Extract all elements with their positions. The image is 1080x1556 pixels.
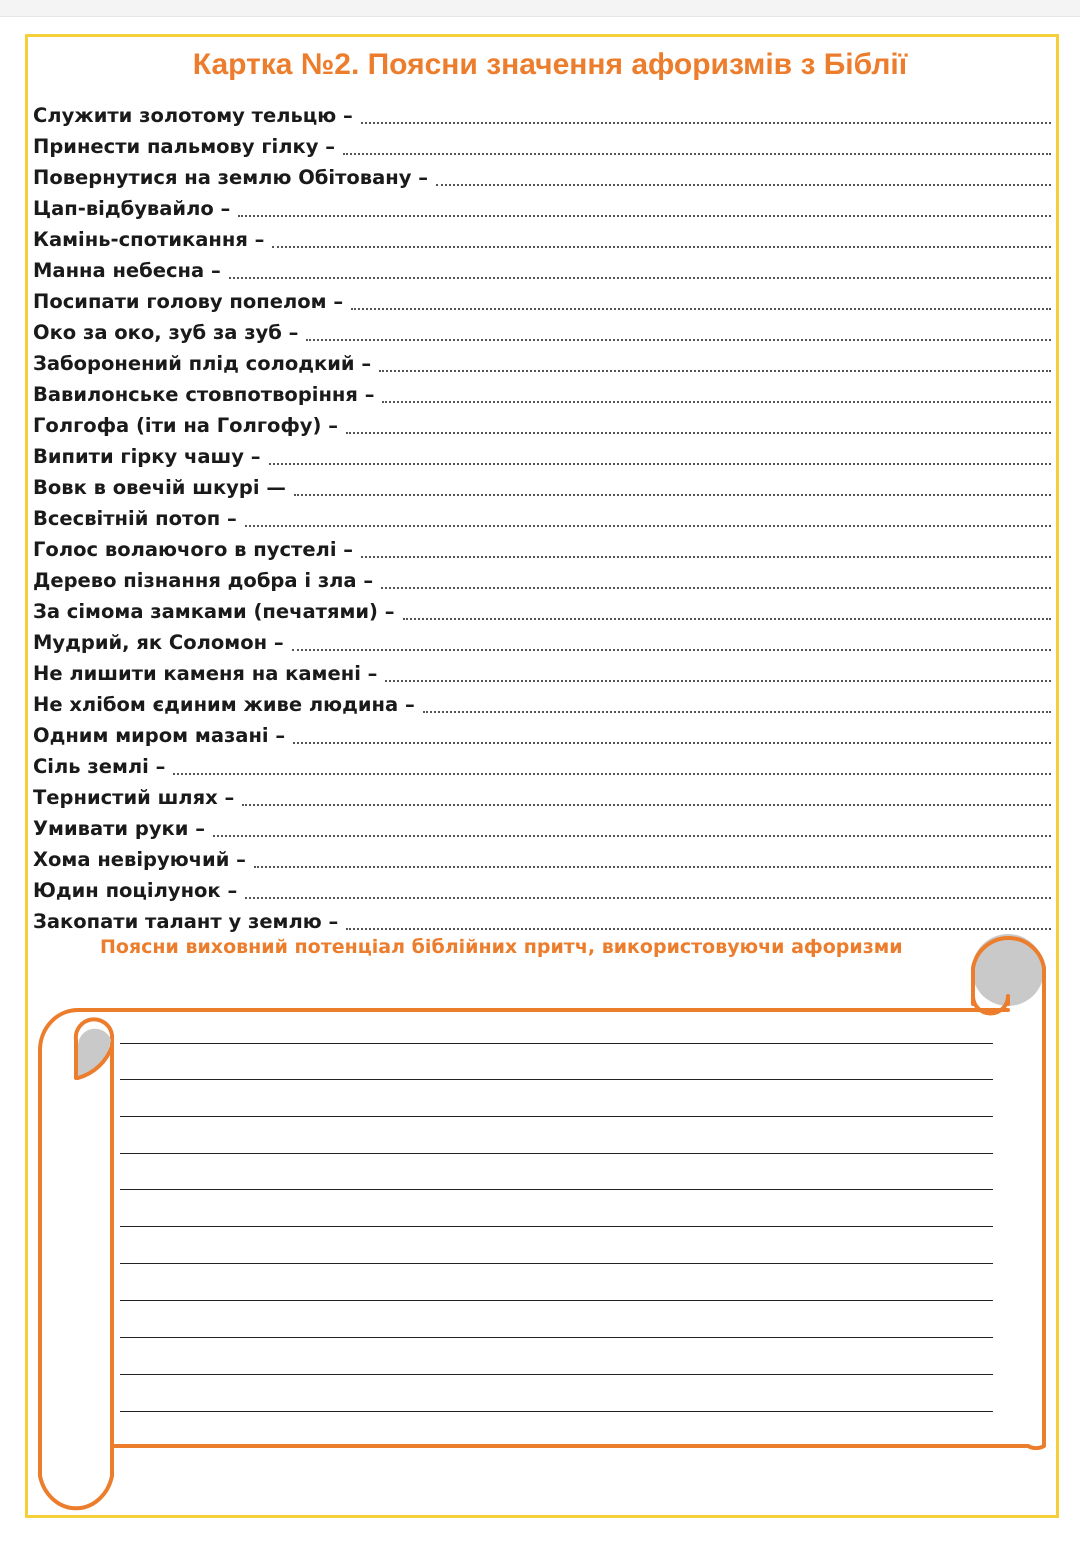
aphorism-phrase: Повернутися на землю Обітовану –: [33, 166, 428, 189]
aphorism-phrase: Вовк в овечій шкурі —: [33, 476, 286, 499]
aphorism-phrase: Камінь-спотикання –: [33, 228, 265, 251]
aphorism-phrase: Умивати руки –: [33, 817, 205, 840]
aphorism-phrase: Мудрий, як Соломон –: [33, 631, 284, 654]
writing-line[interactable]: [120, 1411, 993, 1412]
writing-line[interactable]: [120, 1374, 993, 1375]
aphorism-phrase: Закопати талант у землю –: [33, 910, 339, 933]
scroll-body-outline: [78, 1010, 1028, 1446]
aphorism-phrase: Служити золотому тельцю –: [33, 104, 353, 127]
aphorism-phrase: Вавилонське стовпотворіння –: [33, 383, 375, 406]
aphorism-phrase: Тернистий шлях –: [33, 786, 235, 809]
writing-line[interactable]: [120, 1300, 993, 1301]
aphorism-phrase: Юдин поцілунок –: [33, 879, 238, 902]
writing-line[interactable]: [120, 1043, 993, 1044]
aphorism-phrase: Випити гірку чашу –: [33, 445, 261, 468]
aphorism-phrase: Не хлібом єдиним живе людина –: [33, 693, 415, 716]
writing-line[interactable]: [120, 1189, 993, 1190]
writing-line[interactable]: [120, 1263, 993, 1264]
scroll-top-curl-outline: [973, 938, 1044, 1448]
aphorism-phrase: Посипати голову попелом –: [33, 290, 344, 313]
writing-line[interactable]: [120, 1079, 993, 1080]
aphorism-phrase: Цап-відбувайло –: [33, 197, 231, 220]
aphorism-phrase: Принести пальмову гілку –: [33, 135, 336, 158]
aphorism-phrase: Всесвітній потоп –: [33, 507, 237, 530]
writing-line[interactable]: [120, 1116, 993, 1117]
writing-line[interactable]: [120, 1226, 993, 1227]
task-prompt: Поясни виховний потенціал біблійних притч, використовуючи афоризми: [100, 936, 903, 958]
aphorism-phrase: Голос волаючого в пустелі –: [33, 538, 354, 561]
aphorism-phrase: За сімома замками (печатями) –: [33, 600, 395, 623]
writing-line[interactable]: [120, 1153, 993, 1154]
writing-line[interactable]: [120, 1337, 993, 1338]
aphorism-phrase: Не лишити каменя на камені –: [33, 662, 378, 685]
aphorism-phrase: Манна небесна –: [33, 259, 221, 282]
aphorism-phrase: Голгофа (іти на Голгофу) –: [33, 414, 338, 437]
aphorism-phrase: Заборонений плід солодкий –: [33, 352, 372, 375]
aphorism-phrase: Одним миром мазані –: [33, 724, 286, 747]
worksheet-title: Картка №2. Поясни значення афоризмів з Біблії: [192, 48, 908, 81]
scroll-left-roll: [40, 1010, 112, 1508]
aphorism-phrase: Сіль землі –: [33, 755, 166, 778]
aphorism-phrase: Хома невіруючий –: [33, 848, 246, 871]
aphorism-phrase: Око за око, зуб за зуб –: [33, 321, 299, 344]
aphorism-phrase: Дерево пізнання добра і зла –: [33, 569, 374, 592]
